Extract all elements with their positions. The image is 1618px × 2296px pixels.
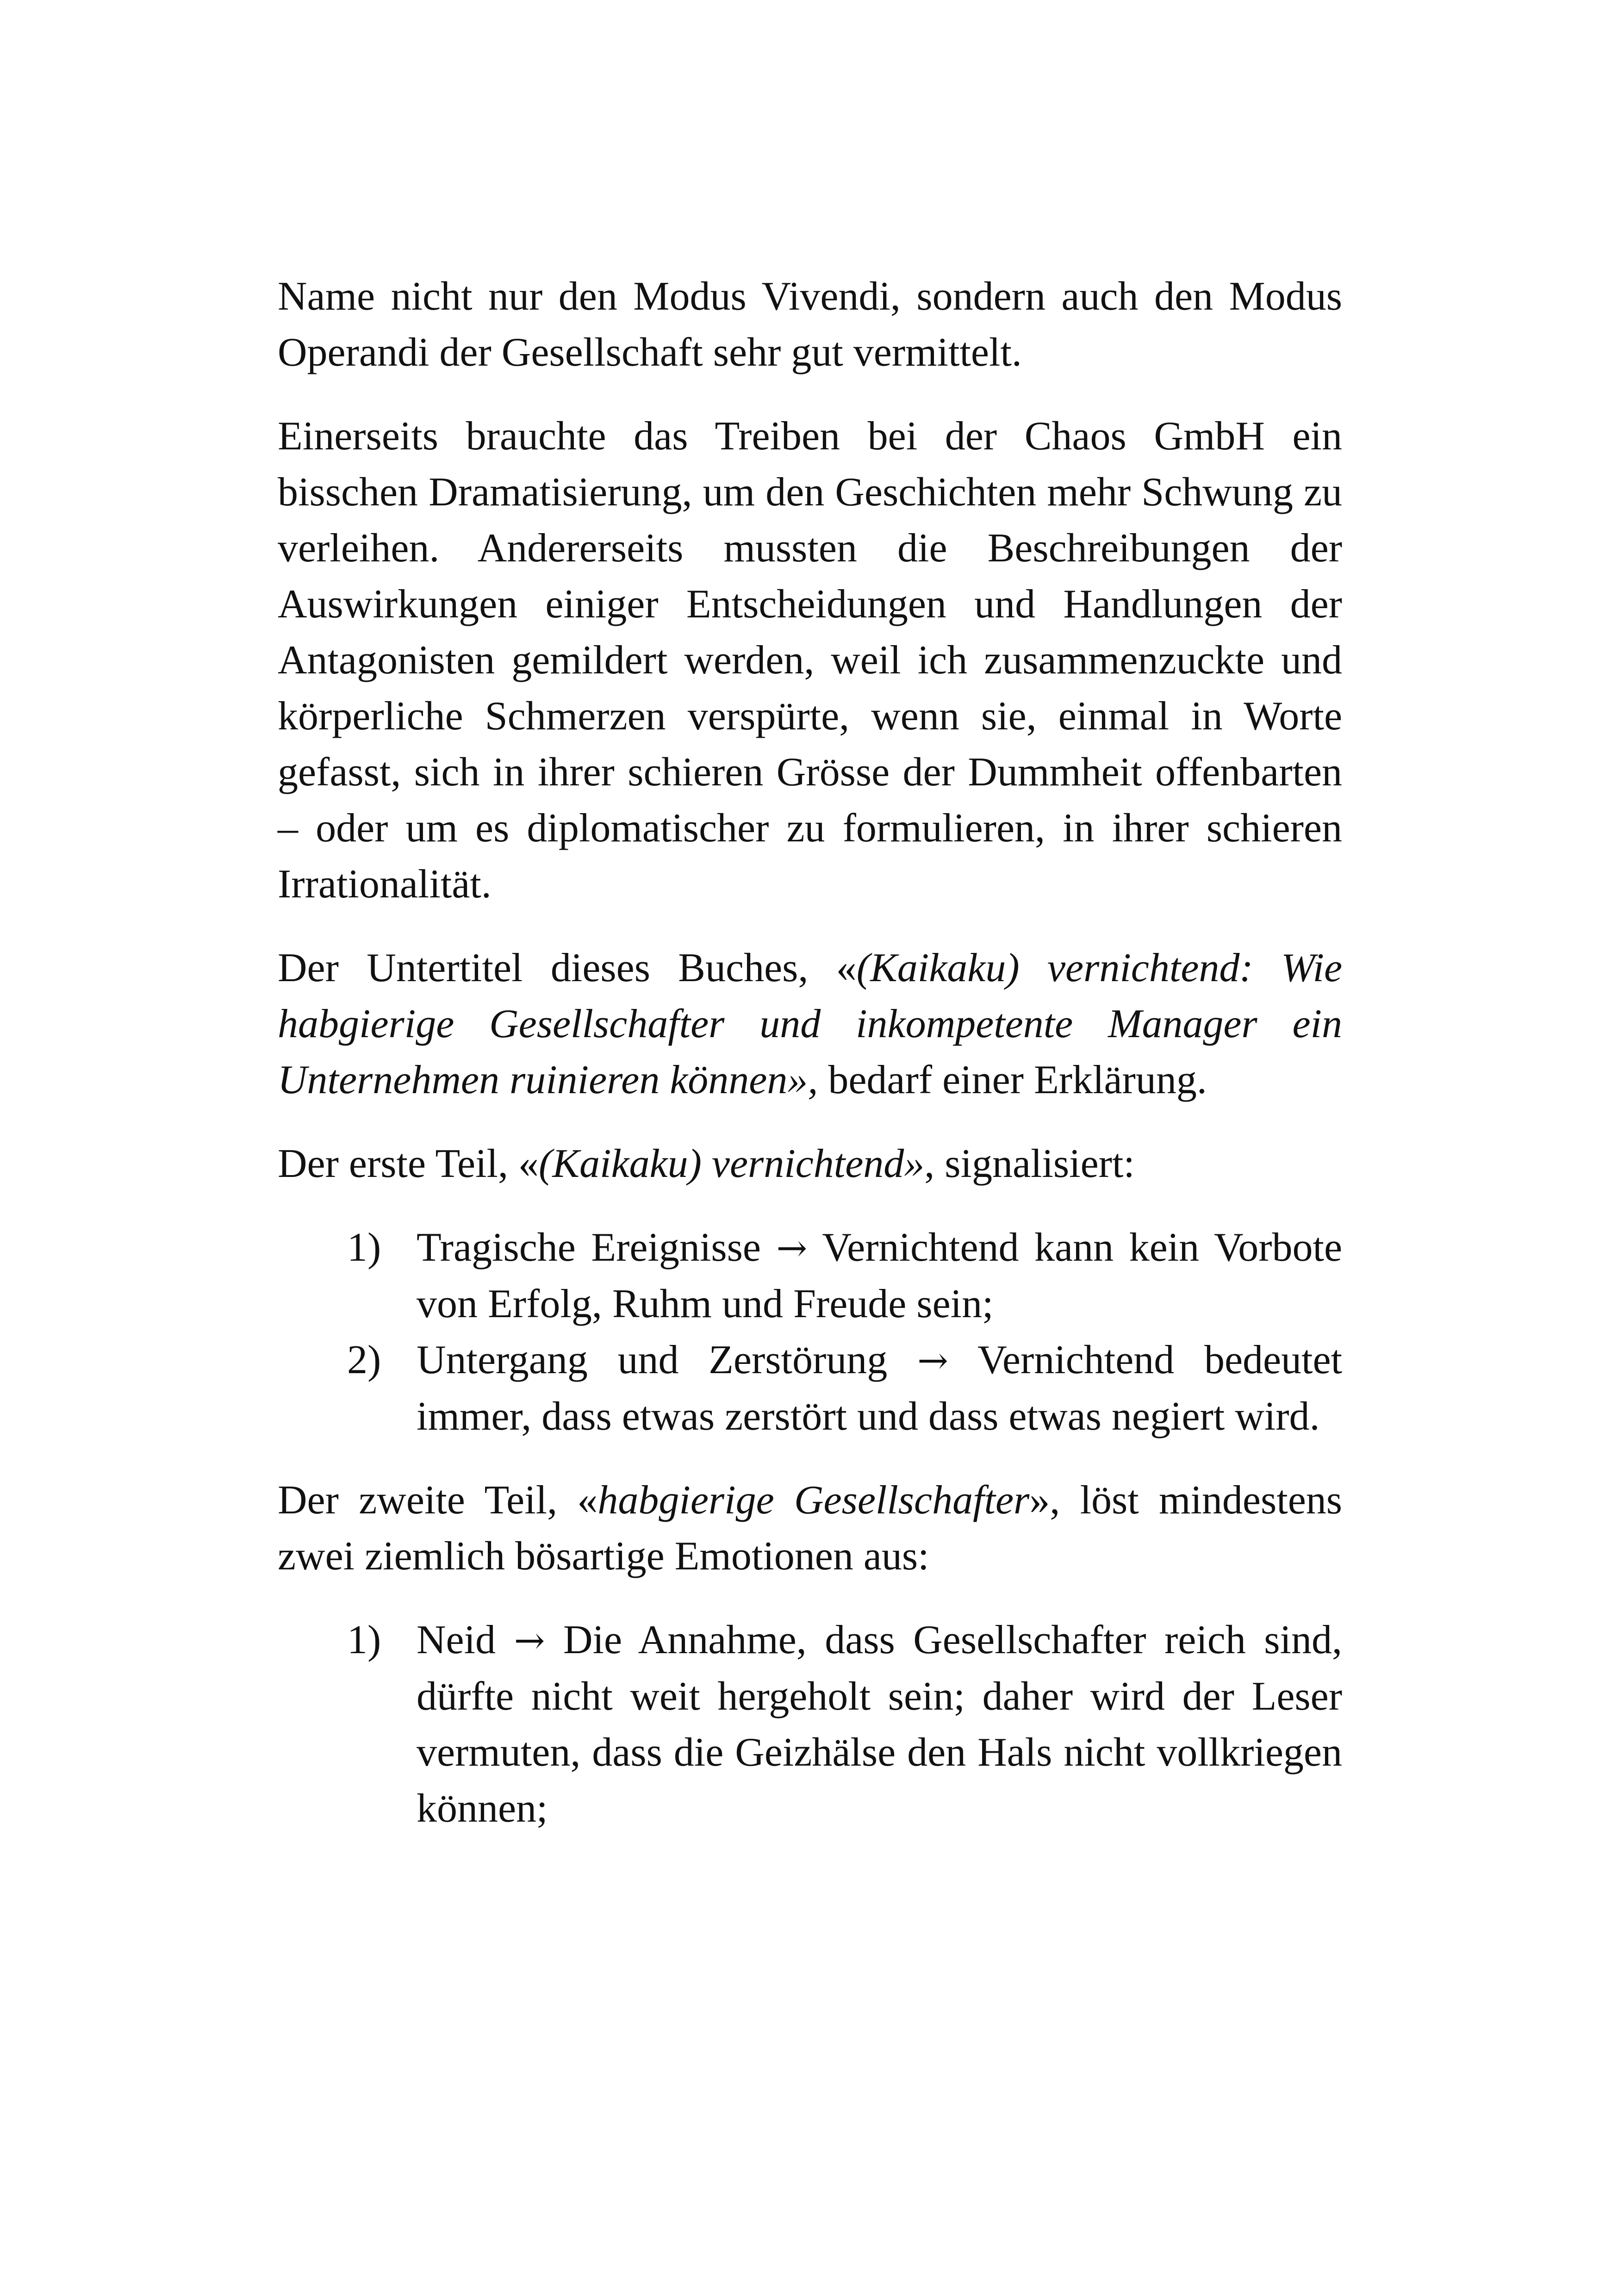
document-page	[278, 268, 1342, 1864]
paragraph-3-lead: Der Untertitel dieses Buches, «	[278, 946, 857, 990]
list-item-number: 1)	[347, 1225, 381, 1270]
paragraph-3-tail: bedarf einer Erklärung.	[818, 1058, 1207, 1102]
list-item-number: 2)	[347, 1338, 381, 1382]
paragraph-1: Name nicht nur den Modus Vivendi, sondern auch den Modus Operandi der Gesellschaft sehr gut vermittelt.	[278, 274, 1342, 375]
paragraph-3	[278, 940, 1342, 1108]
arrow-right-icon: →	[917, 1339, 948, 1382]
list-item-text: Vernichtend bedeutet immer, dass etwas zerstört und dass etwas negiert wird.	[417, 1338, 1343, 1439]
arrow-right-icon: →	[514, 1619, 545, 1662]
list-item-term: Tragische Ereignisse	[417, 1225, 761, 1270]
paragraph-5-italic: habgierige Gesellschafter	[597, 1478, 1030, 1523]
paragraph-4-lead: Der erste Teil, «	[278, 1141, 539, 1186]
list-item-term: Neid	[417, 1618, 496, 1662]
paragraph-5-lead: Der zweite Teil, «	[278, 1478, 598, 1523]
list-item	[278, 1612, 1342, 1836]
paragraph-4-italic: (Kaikaku) vernichtend»	[539, 1141, 925, 1186]
list-item-number: 1)	[347, 1618, 381, 1662]
paragraph-5	[278, 1472, 1342, 1584]
list-item	[278, 1220, 1342, 1332]
list-item	[278, 1332, 1342, 1444]
list-item-text: Vernichtend kann kein Vorbote von Erfolg, Ruhm und Freude sein;	[417, 1225, 1342, 1326]
list-item-term: Untergang und Zerstörung	[417, 1338, 888, 1382]
numbered-list-2	[278, 1612, 1342, 1836]
arrow-right-icon: →	[776, 1226, 808, 1269]
paragraph-2: Einerseits brauchte das Treiben bei der Chaos GmbH ein bisschen Dramatisierung, um den Geschichten mehr Schwung zu verleihen. Andererseits mussten die Beschreibungen der Auswirkungen einiger Entscheidungen und Handlungen der Antagonisten gemildert werden, weil ich zusammenzuckte und körperliche Schmerzen verspürte, wenn sie, einmal in Worte gefasst, sich in ihrer schieren Grösse der Dummheit offenbarten – oder um es diplomatischer zu formulieren, in ihrer schieren Irrationalität.	[278, 414, 1342, 907]
paragraph-3-italic: (Kaikaku) vernichtend: Wie habgierige Gesellschafter und inkompetente Manager ein Unternehmen ruinieren können»,	[278, 946, 1343, 1102]
paragraph-4-tail: , signalisiert:	[924, 1141, 1135, 1186]
list-item-text: Die Annahme, dass Gesellschafter reich sind, dürfte nicht weit hergeholt sein; daher wird der Leser vermuten, dass die Geizhälse den Hals nicht vollkriegen können;	[417, 1618, 1342, 1831]
paragraph-5-tail: », löst mindestens zwei ziemlich bösartige Emotionen aus:	[278, 1478, 1342, 1579]
paragraph-4	[278, 1136, 1342, 1192]
numbered-list-1	[278, 1220, 1342, 1444]
